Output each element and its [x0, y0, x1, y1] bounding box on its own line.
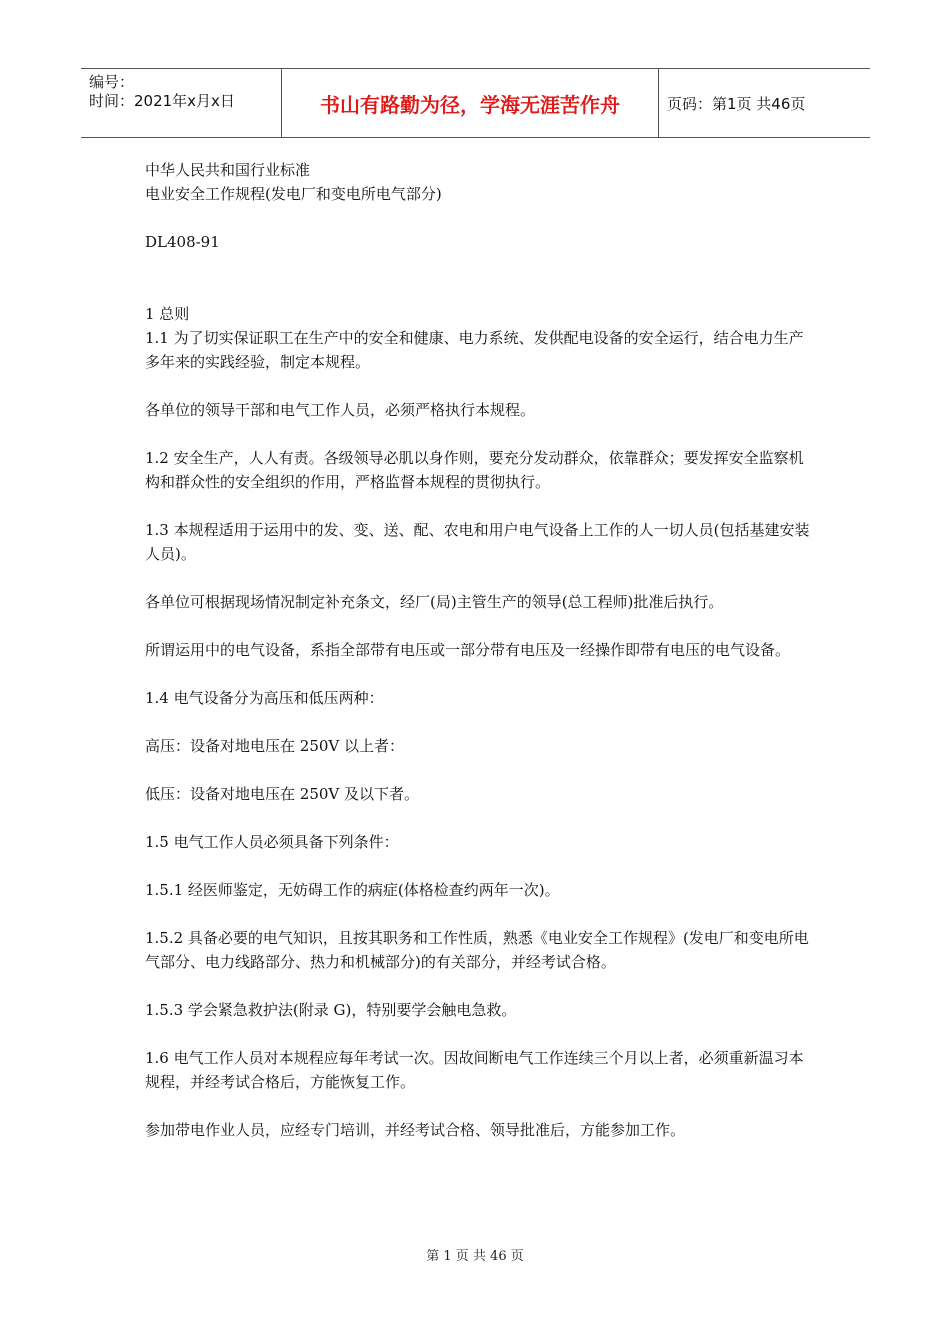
paragraph: 所谓运用中的电气设备，系指全部带有电压或一部分带有电压及一经操作即带有电压的电气设备。: [145, 641, 791, 659]
header-info-cell: [81, 69, 282, 137]
paragraph: 1.5.3 学会紧急救护法(附录 G)，特别要学会触电急救。: [145, 1001, 517, 1019]
paragraph: 各单位可根据现场情况制定补充条文，经厂(局)主管生产的领导(总工程师)批准后执行。: [145, 593, 724, 611]
doc-title-main: 电业安全工作规程(发电厂和变电所电气部分): [145, 185, 442, 203]
paragraph: 1.3 本规程适用于运用中的发、变、送、配、农电和用户电气设备上工作的人一切人员(包括基建安装人员)。: [145, 521, 810, 563]
time-label: 时间：2021年x月x日: [89, 92, 235, 110]
paragraph: 参加带电作业人员，应经专门培训，并经考试合格、领导批准后，方能参加工作。: [145, 1121, 686, 1139]
paragraph: 1.4 电气设备分为高压和低压两种：: [145, 689, 384, 707]
paragraph: 低压：设备对地电压在 250V 及以下者。: [145, 785, 420, 803]
section-heading: 1 总则: [145, 305, 190, 323]
paragraph: 1.6 电气工作人员对本规程应每年考试一次。因故间断电气工作连续三个月以上者，必须重新温习本规程，并经考试合格后，方能恢复工作。: [145, 1049, 804, 1091]
paragraph: 高压：设备对地电压在 250V 以上者：: [145, 737, 405, 755]
paragraph: 1.5.2 具备必要的电气知识，且按其职务和工作性质，熟悉《电业安全工作规程》(发电厂和变电所电气部分、电力线路部分、热力和机械部分)的有关部分，并经考试合格。: [145, 929, 809, 971]
header-page-info: 页码：第1页 共46页: [667, 94, 806, 113]
paragraph: 各单位的领导干部和电气工作人员，必须严格执行本规程。: [145, 401, 536, 419]
document-body: [145, 158, 815, 1142]
paragraph: 1.1 为了切实保证职工在生产中的安全和健康、电力系统、发供配电设备的安全运行，结合电力生产多年来的实践经验，制定本规程。: [145, 329, 804, 371]
page-footer: 第 1 页 共 46 页: [426, 1249, 524, 1264]
header-motto: 书山有路勤为径，学海无涯苦作舟: [282, 69, 659, 137]
paragraph: 1.2 安全生产，人人有责。各级领导必肌以身作则，要充分发动群众，依靠群众；要发挥安全监察机构和群众性的安全组织的作用，严格监督本规程的贯彻执行。: [145, 449, 804, 491]
paragraph: 1.5 电气工作人员必须具备下列条件：: [145, 833, 399, 851]
page-header: [81, 68, 870, 138]
paragraph: 1.5.1 经医师鉴定，无妨碍工作的病症(体格检查约两年一次)。: [145, 881, 560, 899]
number-label: 编号：: [89, 73, 135, 91]
doc-title-standard: 中华人民共和国行业标准: [145, 161, 311, 179]
doc-code: DL408-91: [145, 233, 220, 251]
